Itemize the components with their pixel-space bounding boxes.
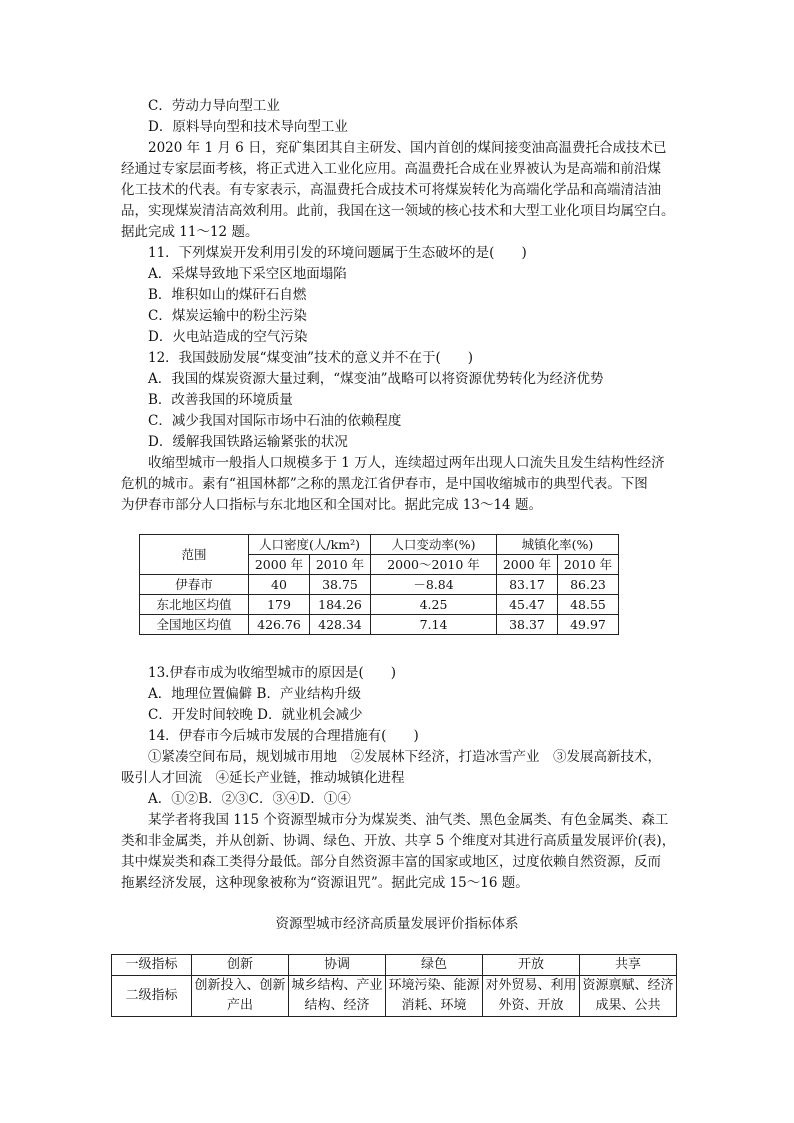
cell-urban-2010: 86.23: [558, 575, 619, 595]
row-name: 伊春市: [140, 575, 249, 595]
passage2-line2: 危机的城市。素有“祖国林都”之称的黑龙江省伊春市，是中国收缩城市的典型代表。下图: [121, 476, 648, 492]
cell-innovation: [192, 976, 289, 1017]
passage1-line2: 经通过专家层面考核，将正式进入工业化应用。高温费托合成在业界被认为是高端和前沿煤: [121, 161, 661, 177]
option-c-labor: C．劳动力导向型工业: [148, 98, 280, 114]
subheader-change-span: 2000～2010 年: [371, 555, 497, 575]
header-openness: 开放: [483, 955, 580, 976]
evaluation-index-table: [111, 954, 677, 1017]
cell-sharing: [580, 976, 677, 1017]
table-row: [140, 595, 619, 615]
cell-change: －8.84: [371, 575, 497, 595]
cell-innovation-text: 创新投入、创新产出: [194, 978, 286, 1013]
passage2-line1: 收缩型城市一般指人口规模多于 1 万人，连续超过两年出现人口流失且发生结构性经济: [148, 455, 665, 471]
question-12-option-d: D．缓解我国铁路运输紧张的状况: [148, 434, 348, 450]
passage1-line4: 品，实现煤炭清洁高效利用。此前，我国在这一领域的核心技术和大型工业化项目均属空白。: [121, 203, 675, 219]
header-coordination: 协调: [289, 955, 386, 976]
population-table: [139, 534, 619, 635]
question-13: 13.伊春市成为收缩型城市的原因是( ): [148, 665, 397, 681]
cell-urban-2010: 49.97: [558, 615, 619, 635]
question-14-items-line2: 吸引人才回流 ④延长产业链，推动城镇化进程: [121, 770, 405, 786]
table-row: [140, 615, 619, 635]
table2-caption: 资源型城市经济高质量发展评价指标体系: [275, 916, 519, 932]
passage3-line4: 拖累经济发展，这种现象被称为“资源诅咒”。据此完成 15～16 题。: [121, 875, 529, 891]
question-14-options: A．①②B．②③C．③④D．①④: [148, 791, 351, 807]
table-row: [140, 575, 619, 595]
question-11-option-b: B．堆积如山的煤矸石自燃: [148, 287, 307, 303]
cell-coordination: [289, 976, 386, 1017]
question-11: 11．下列煤炭开发利用引发的环境问题属于生态破坏的是( ): [148, 245, 527, 261]
cell-density-2000: 426.76: [249, 615, 310, 635]
question-11-option-d: D．火电站造成的空气污染: [148, 329, 308, 345]
cell-urban-2000: 45.47: [497, 595, 558, 615]
header-green: 绿色: [386, 955, 483, 976]
row-name: 全国地区均值: [140, 615, 249, 635]
question-12: 12．我国鼓励发展“煤变油”技术的意义并不在于( ): [148, 350, 474, 366]
passage3-line1: 某学者将我国 115 个资源型城市分为煤炭类、油气类、黑色金属类、有色金属类、森工: [148, 812, 669, 828]
passage1-line5: 据此完成 11～12 题。: [121, 224, 259, 240]
header-density: 人口密度(人/km²): [249, 535, 371, 555]
row-level2-label: 二级指标: [112, 976, 192, 1017]
question-11-option-c: C．煤炭运输中的粉尘污染: [148, 308, 307, 324]
header-innovation: 创新: [192, 955, 289, 976]
cell-change: 4.25: [371, 595, 497, 615]
cell-change: 7.14: [371, 615, 497, 635]
question-13-options-ab: A．地理位置偏僻 B．产业结构升级: [148, 686, 361, 702]
question-11-option-a: A．采煤导致地下采空区地面塌陷: [148, 266, 347, 282]
cell-density-2010: 38.75: [310, 575, 371, 595]
cell-green-text: 环境污染、能源消耗、环境: [388, 978, 480, 1013]
cell-density-2000: 179: [249, 595, 310, 615]
cell-sharing-text: 资源禀赋、经济成果、公共: [582, 978, 674, 1013]
cell-urban-2000: 38.37: [497, 615, 558, 635]
cell-openness-text: 对外贸易、利用外资、开放: [485, 978, 577, 1013]
subheader-urban-2010: 2010 年: [558, 555, 619, 575]
question-13-options-cd: C．开发时间较晚 D．就业机会减少: [148, 707, 363, 723]
header-sharing: 共享: [580, 955, 677, 976]
header-change: 人口变动率(%): [371, 535, 497, 555]
question-12-option-c: C．减少我国对国际市场中石油的依赖程度: [148, 413, 402, 429]
cell-urban-2010: 48.55: [558, 595, 619, 615]
cell-green: [386, 976, 483, 1017]
header-range: 范围: [140, 535, 249, 575]
cell-density-2010: 428.34: [310, 615, 371, 635]
question-14-items-line1: ①紧凑空间布局，规划城市用地 ②发展林下经济，打造冰雪产业 ③发展高新技术，: [148, 749, 661, 765]
passage3-line2: 类和非金属类，并从创新、协调、绿色、开放、共享 5 个维度对其进行高质量发展评价(表)，: [121, 833, 676, 849]
question-12-option-a: A．我国的煤炭资源大量过剩，“煤变油”战略可以将资源优势转化为经济优势: [148, 371, 604, 387]
passage1-line3: 化工技术的代表。有专家表示，高温费托合成技术可将煤炭转化为高端化学品和高端清洁油: [121, 182, 661, 198]
cell-density-2000: 40: [249, 575, 310, 595]
header-urbanization: 城镇化率(%): [497, 535, 619, 555]
cell-coordination-text: 城乡结构、产业结构、经济: [291, 978, 383, 1013]
option-d-raw-tech: D．原料导向型和技术导向型工业: [148, 119, 348, 135]
cell-urban-2000: 83.17: [497, 575, 558, 595]
subheader-urban-2000: 2000 年: [497, 555, 558, 575]
cell-density-2010: 184.26: [310, 595, 371, 615]
row-name: 东北地区均值: [140, 595, 249, 615]
subheader-density-2010: 2010 年: [310, 555, 371, 575]
header-level1: 一级指标: [112, 955, 192, 976]
passage1-line1: 2020 年 1 月 6 日，兖矿集团其自主研发、国内首创的煤间接变油高温费托合成技术已: [148, 140, 667, 156]
cell-openness: [483, 976, 580, 1017]
passage2-line3: 为伊春市部分人口指标与东北地区和全国对比。据此完成 13～14 题。: [121, 497, 542, 513]
passage3-line3: 其中煤炭类和森工类得分最低。部分自然资源丰富的国家或地区，过度依赖自然资源，反而: [121, 854, 661, 870]
question-14: 14．伊春市今后城市发展的合理措施有( ): [148, 728, 419, 744]
question-12-option-b: B．改善我国的环境质量: [148, 392, 293, 408]
subheader-density-2000: 2000 年: [249, 555, 310, 575]
